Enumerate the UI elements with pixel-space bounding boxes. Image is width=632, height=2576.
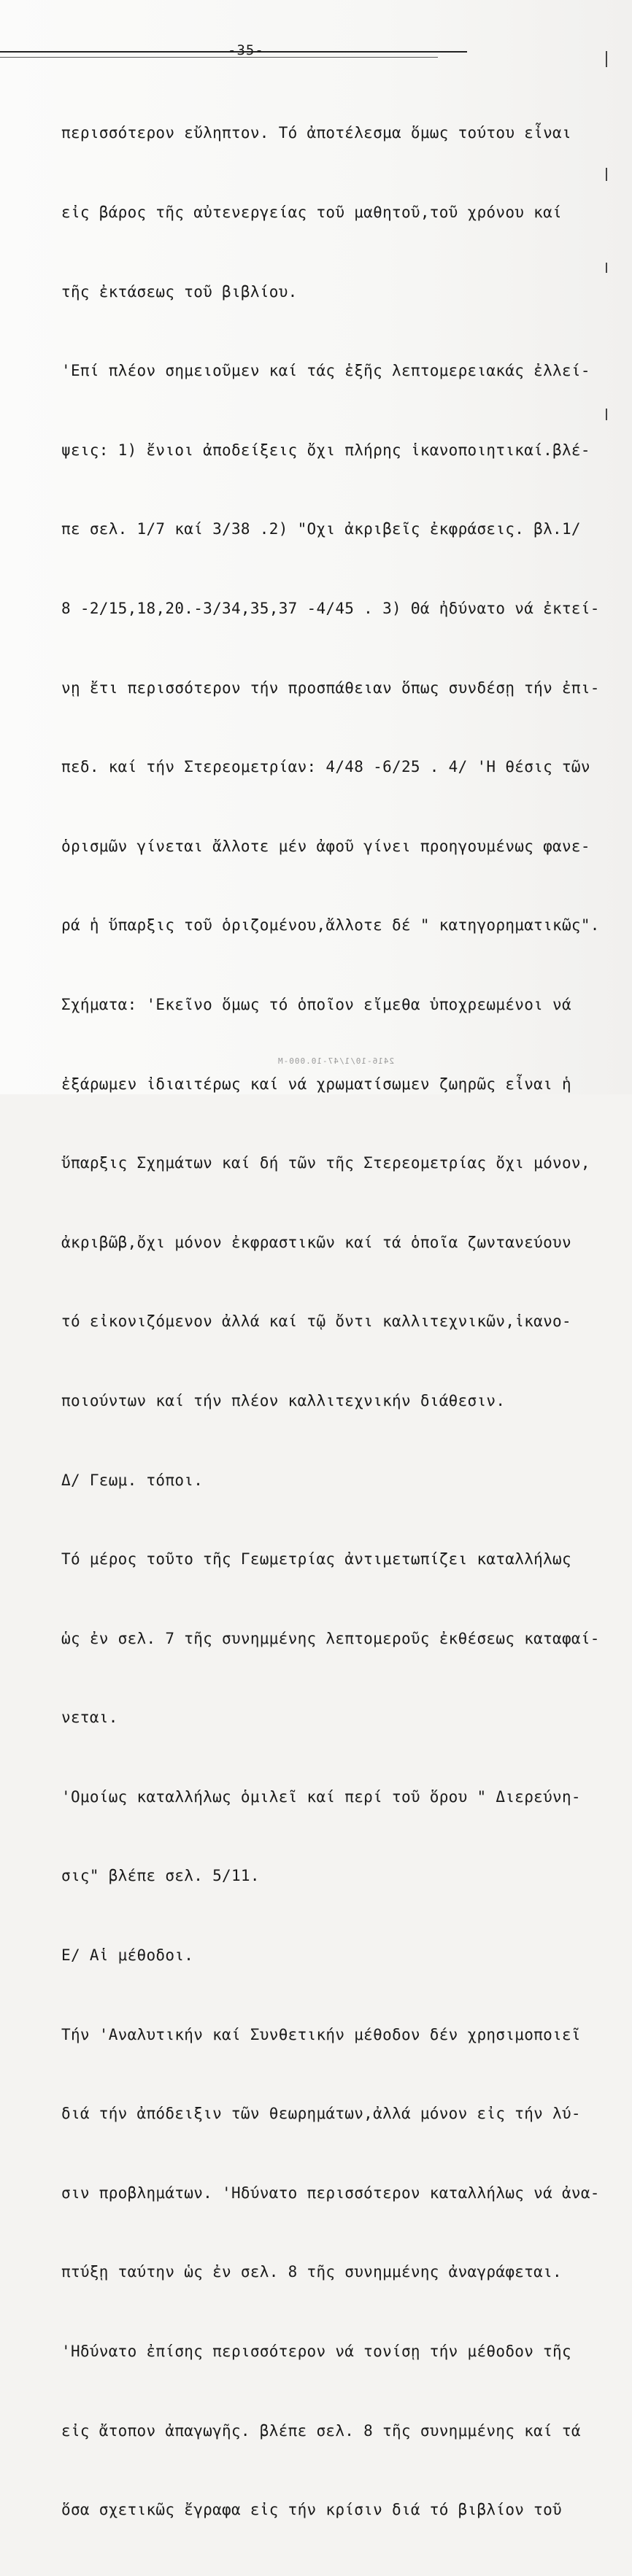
top-rule-secondary — [0, 57, 438, 58]
text-line: 8 -2/15,18,20.-3/34,35,37 -4/45 . 3) Θά ἠδύνατο νά ἐκτεί- — [61, 599, 600, 617]
text-line: 'Ομοίως καταλλήλως ὁμιλεῖ καί περί τοῦ ὅρου " Διερεύνη- — [61, 1787, 581, 1806]
right-margin-marks — [606, 44, 610, 438]
text-line: ὡς ἐν σελ. 7 τῆς συνημμένης λεπτομεροῦς ἐκθέσεως καταφαί- — [61, 1629, 600, 1647]
text-line: εἰς βάρος τῆς αὐτενεργείας τοῦ μαθητοῦ,τοῦ χρόνου καί — [61, 204, 562, 221]
text-line: πεδ. καί τήν Στερεομετρίαν: 4/48 -6/25 . 4/ 'Η θέσις τῶν — [61, 758, 590, 776]
text-line: πτύξῃ ταύτην ὡς ἐν σελ. 8 τῆς συνημμένης ἀναγράφεται. — [61, 2263, 562, 2281]
text-line: 'Ηδύνατο ἐπίσης περισσότερον νά τονίσῃ τήν μέθοδον τῆς — [61, 2343, 571, 2361]
text-line: εἰς ἄτοπον ἀπαγωγῆς. βλέπε σελ. 8 τῆς συνημμένης καί τά — [61, 2421, 581, 2440]
text-line: ὁρισμῶν γίνεται ἄλλοτε μέν ἀφοῦ γίνει προηγουμένως φανε- — [61, 837, 590, 855]
text-line: νεται. — [61, 1709, 118, 1727]
text-line: τῆς ἐκτάσεως τοῦ βιβλίου. — [61, 282, 298, 301]
text-line: ὕπαρξις Σχημάτων καί δή τῶν τῆς Στερεομετρίας ὄχι μόνον, — [61, 1154, 590, 1172]
text-line: τό εἰκονιζόμενον ἀλλά καί τῷ ὄντι καλλιτεχνικῶν,ἱκανο- — [61, 1312, 571, 1331]
text-line: ρά ἡ ὕπαρξις τοῦ ὁριζομένου,ἄλλοτε δέ " κατηγορηματικῶς". — [61, 916, 600, 935]
text-line: Τό μέρος τοῦτο τῆς Γεωμετρίας ἀντιμετωπίζει καταλλήλως — [61, 1550, 571, 1569]
text-line: σιν προβλημάτων. 'Ηδύνατο περισσότερον καταλλήλως νά ἀνα- — [61, 2184, 600, 2202]
print-footer-code: 2416-10/1/47-10.000-Μ — [277, 1056, 395, 1066]
text-line: ψεις: 1) ἔνιοι ἀποδείξεις ὄχι πλήρης ἱκανοποιητικαί.βλέ- — [61, 441, 590, 459]
page-number: -35- — [228, 42, 264, 58]
section-heading-line: Σχήματα: 'Εκεῖνο ὅμως τό ὁποῖον εἴμεθα ὑποχρεωμένοι νά — [61, 995, 571, 1013]
text-line: νῃ ἔτι περισσότερον τήν προσπάθειαν ὅπως συνδέσῃ τήν ἐπι- — [61, 678, 600, 697]
text-line: περισσότερον εὔληπτον. Τό ἀποτέλεσμα ὅμως τούτου εἶναι — [61, 124, 571, 142]
body-text — [61, 67, 603, 2576]
text-line: 'Επί πλέον σημειοῦμεν καί τάς ἑξῆς λεπτομερειακάς ἐλλεί- — [61, 362, 590, 380]
text-line: ὅσα σχετικῶς ἔγραφα εἰς τήν κρίσιν διά τό βιβλίον τοῦ — [61, 2501, 562, 2519]
text-line: ἐξάρωμεν ἰδιαιτέρως καί νά χρωματίσωμεν ζωηρῶς εἶναι ἡ — [61, 1075, 571, 1093]
text-line: διά τήν ἀπόδειξιν τῶν θεωρημάτων,ἀλλά μόνον εἰς τήν λύ- — [61, 2105, 581, 2123]
text-line: Τήν 'Αναλυτικήν καί Συνθετικήν μέθοδον δέν χρησιμοποιεῖ — [61, 2025, 581, 2043]
text-line: πε σελ. 1/7 καί 3/38 .2) "Οχι ἀκριβεῖς ἐκφράσεις. βλ.1/ — [61, 520, 581, 538]
text-line: ἀκριβῶβ,ὄχι μόνον ἐκφραστικῶν καί τά ὁποῖα ζωντανεύουν — [61, 1233, 571, 1251]
section-heading: Ε/ Αἱ μέθοδοι. — [61, 1946, 194, 1965]
text-line: ποιούντων καί τήν πλέον καλλιτεχνικήν διάθεσιν. — [61, 1391, 506, 1409]
section-heading: Δ/ Γεωμ. τόποι. — [61, 1471, 204, 1489]
text-line: σις" βλέπε σελ. 5/11. — [61, 1867, 260, 1885]
